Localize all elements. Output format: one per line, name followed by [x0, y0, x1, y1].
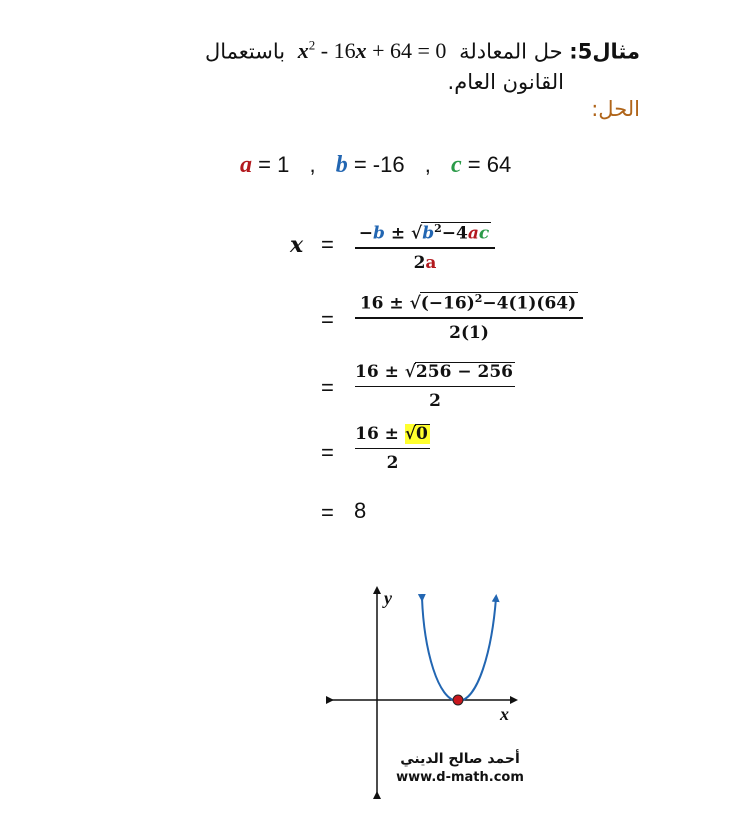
- substituted-numerator: $16 \pm √(-16)^2-4(1)(64)$: [359, 292, 577, 314]
- example-title: [205, 38, 640, 64]
- y-axis-label: y: [384, 588, 392, 608]
- coef-a-name: a: [240, 152, 252, 178]
- equals-2: =: [321, 307, 334, 332]
- lhs-x: x: [290, 232, 304, 258]
- example-label: مثال5:: [569, 39, 640, 64]
- equals-1: =: [321, 232, 334, 257]
- coef-b-name: b: [335, 152, 348, 178]
- x-axis-label: x: [500, 704, 509, 724]
- zero-denominator: 2: [386, 452, 399, 473]
- parabola-curve: [422, 598, 496, 701]
- parabola-graph: [320, 580, 530, 800]
- equals-5: =: [321, 500, 334, 525]
- fraction-zero: [355, 424, 430, 473]
- equals-3: =: [321, 375, 334, 400]
- example-line2: القانون العام.: [447, 70, 564, 94]
- example-text-after: باستعمال: [204, 39, 286, 64]
- coef-a-value: = 1: [258, 152, 290, 177]
- coef-b-value: = -16: [353, 152, 405, 177]
- equals-4: =: [321, 440, 334, 465]
- coefficients-line: a = 1 , b = -16 , c = 64: [240, 152, 512, 178]
- author-site: www.d-math.com: [396, 770, 524, 785]
- author-name: أحمد صالح الديني: [400, 751, 520, 767]
- vertex-point: [453, 695, 463, 705]
- highlighted-sqrt-zero: √0: [404, 424, 428, 444]
- zero-prefix: 16 ±: [355, 424, 399, 444]
- fraction-substituted: [355, 292, 583, 343]
- example-equation: $x^2 - 16x + 64 = 0$: [297, 38, 447, 64]
- coef-c-name: c: [450, 152, 462, 178]
- fraction-simplified: 16 ± √256 − 256 2: [355, 362, 515, 411]
- substituted-denominator: 2(1): [449, 322, 489, 343]
- simplified-prefix: 16 ±: [355, 362, 399, 382]
- general-denominator: 2: [413, 252, 426, 273]
- coef-c-value: = 64: [467, 152, 512, 177]
- simplified-radicand: 256 − 256: [415, 362, 513, 382]
- simplified-denominator: 2: [429, 390, 441, 411]
- general-numerator: $-b \pm √b^2-4ac$: [358, 222, 490, 244]
- final-answer: 8: [354, 498, 367, 523]
- example-text-before: حل المعادلة: [459, 39, 563, 64]
- general-denominator-a: a: [425, 252, 437, 273]
- fraction-general: [355, 222, 495, 273]
- solution-label: الحل:: [591, 97, 640, 121]
